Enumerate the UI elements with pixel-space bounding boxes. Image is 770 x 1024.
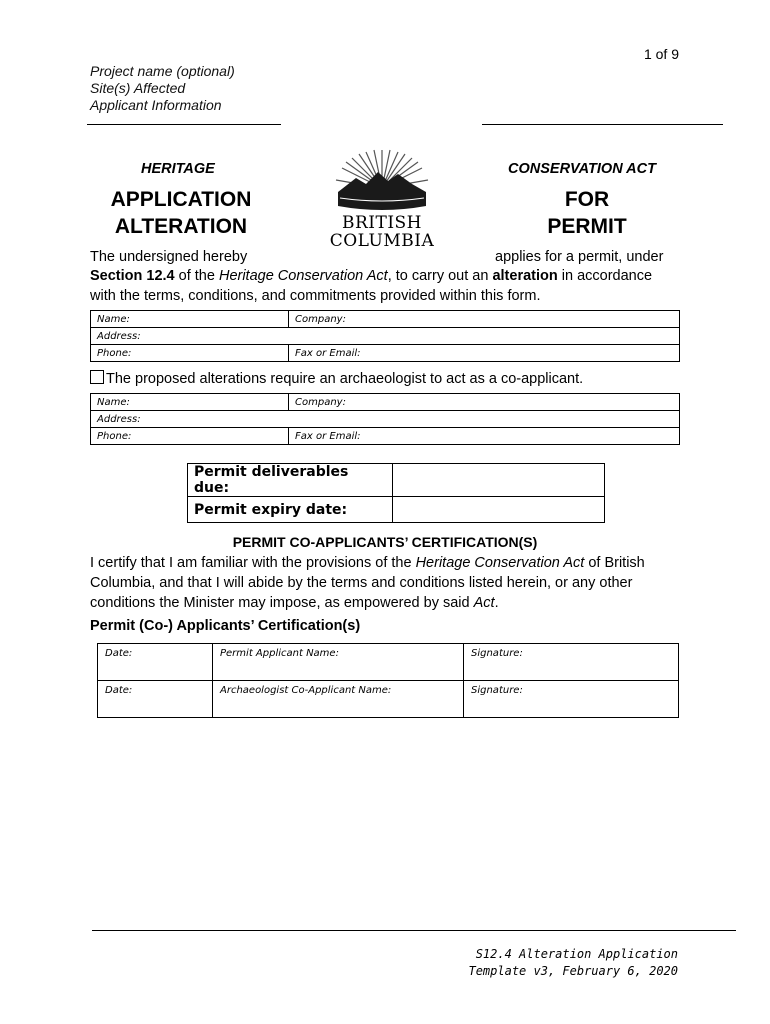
- title-conservation-act: CONSERVATION ACT: [508, 161, 656, 177]
- cert-applicant-signature-field[interactable]: Signature:: [464, 644, 679, 681]
- title-heritage: HERITAGE: [141, 161, 215, 177]
- certification-para-line1: [90, 553, 690, 573]
- intro-line2: [90, 266, 690, 286]
- intro-section: Section 12.4: [90, 268, 175, 284]
- intro-in-accordance: in accordance: [557, 268, 653, 284]
- header-rule-left: [87, 124, 281, 125]
- certification-para-line3: [90, 593, 499, 613]
- cert-para-act: Heritage Conservation Act: [415, 555, 585, 571]
- certification-subheading: Permit (Co-) Applicants’ Certification(s): [90, 618, 361, 634]
- title-alteration: ALTERATION: [114, 215, 248, 238]
- archaeologist-name-field[interactable]: Name:: [91, 394, 289, 411]
- cert-archaeologist-signature-field[interactable]: Signature:: [464, 681, 679, 718]
- certification-row: [98, 644, 679, 681]
- archaeologist-fax-email-field[interactable]: Fax or Email:: [289, 428, 680, 445]
- certification-para-line2: Columbia, and that I will abide by the terms and conditions listed herein, or any other: [90, 575, 633, 591]
- intro-line1-right: applies for a permit, under: [495, 249, 664, 265]
- archaeologist-checkbox[interactable]: [90, 370, 104, 384]
- deliverables-due-label: Permit deliverables due:: [188, 464, 393, 497]
- applicant-information-label: Applicant Information: [90, 97, 222, 113]
- applicant-phone-field[interactable]: Phone:: [91, 345, 289, 362]
- applicant-address-field[interactable]: Address:: [91, 328, 680, 345]
- expiry-date-label: Permit expiry date:: [188, 497, 393, 523]
- applicant-name-field[interactable]: Name:: [91, 311, 289, 328]
- permit-dates-table: [187, 463, 605, 523]
- archaeologist-checkbox-row: [90, 369, 583, 389]
- intro-alteration: alteration: [492, 268, 558, 284]
- intro-line1-left: The undersigned hereby: [90, 249, 248, 265]
- cert-archaeologist-name-field[interactable]: Archaeologist Co-Applicant Name:: [213, 681, 464, 718]
- sun-mountain-icon: [326, 148, 438, 210]
- intro-line3: with the terms, conditions, and commitments provided within this form.: [90, 288, 541, 304]
- logo-british: BRITISH: [341, 213, 423, 233]
- bc-logo: [326, 148, 438, 254]
- certification-heading: PERMIT CO-APPLICANTS’ CERTIFICATION(S): [232, 534, 538, 550]
- cert-line3b: .: [494, 595, 499, 611]
- title-for: FOR: [564, 188, 610, 211]
- applicant-fax-email-field[interactable]: Fax or Email:: [289, 345, 680, 362]
- cert-applicant-name-field[interactable]: Permit Applicant Name:: [213, 644, 464, 681]
- header-rule-right: [482, 124, 723, 125]
- intro-to-carry: , to carry out an: [387, 268, 493, 284]
- cert-archaeologist-date-field[interactable]: Date:: [98, 681, 213, 718]
- intro-act-name: Heritage Conservation Act: [218, 268, 388, 284]
- applicant-table: [90, 310, 680, 362]
- archaeologist-table: [90, 393, 680, 445]
- cert-line3a: conditions the Minister may impose, as empowered by said: [90, 595, 474, 611]
- archaeologist-phone-field[interactable]: Phone:: [91, 428, 289, 445]
- footer-line1: S12.4 Alteration Application: [475, 947, 678, 961]
- cert-para-1: I certify that I am familiar with the provisions of the: [90, 555, 416, 571]
- footer-line2: Template v3, February 6, 2020: [468, 964, 678, 978]
- logo-columbia: COLUMBIA: [329, 231, 435, 251]
- deliverables-due-field[interactable]: [393, 464, 605, 497]
- cert-applicant-date-field[interactable]: Date:: [98, 644, 213, 681]
- title-application: APPLICATION: [110, 188, 252, 211]
- archaeologist-address-field[interactable]: Address:: [91, 411, 680, 428]
- project-name-label: Project name (optional): [90, 63, 235, 79]
- expiry-date-field[interactable]: [393, 497, 605, 523]
- certification-table: [97, 643, 679, 718]
- title-permit: PERMIT: [547, 215, 627, 238]
- applicant-company-field[interactable]: Company:: [289, 311, 680, 328]
- archaeologist-company-field[interactable]: Company:: [289, 394, 680, 411]
- cert-para-2: of British: [584, 555, 645, 571]
- certification-row: [98, 681, 679, 718]
- sites-affected-label: Site(s) Affected: [90, 80, 186, 96]
- footer-rule: [92, 930, 736, 931]
- intro-of-the: of the: [174, 268, 219, 284]
- page-number: 1 of 9: [643, 46, 679, 62]
- cert-line3-act: Act: [473, 595, 495, 611]
- archaeologist-checkbox-label: The proposed alterations require an archaeologist to act as a co-applicant.: [106, 371, 584, 387]
